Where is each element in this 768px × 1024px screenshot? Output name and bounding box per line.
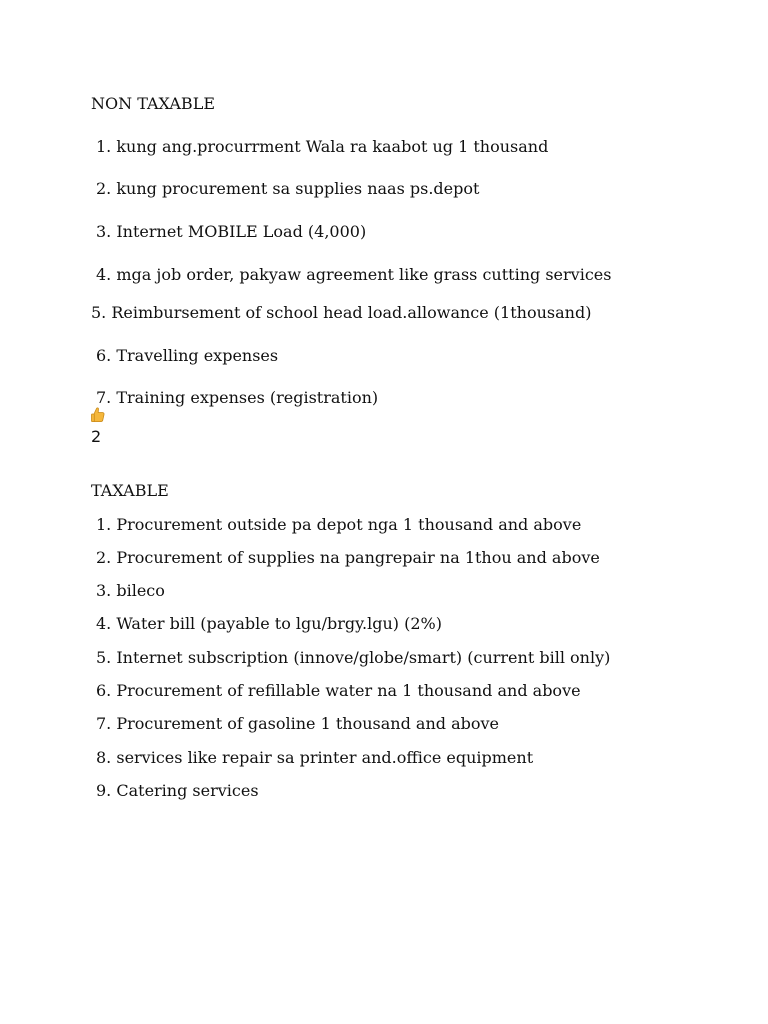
taxable-item-7: 7. Procurement of gasoline 1 thousand and above — [96, 714, 500, 733]
taxable-item-4: 4. Water bill (payable to lgu/brgy.lgu) (2%) — [96, 614, 442, 633]
taxable-item-6: 6. Procurement of refillable water na 1 thousand and above — [96, 681, 581, 700]
thumbs-up-icon — [90, 406, 106, 424]
non-taxable-item-4: 4. mga job order, pakyaw agreement like grass cutting services — [96, 265, 612, 284]
taxable-item-9: 9. Catering services — [96, 781, 259, 800]
non-taxable-item-3: 3. Internet MOBILE Load (4,000) — [96, 222, 367, 241]
non-taxable-item-2: 2. kung procurement sa supplies naas ps.depot — [96, 179, 480, 198]
taxable-heading: TAXABLE — [91, 481, 169, 500]
taxable-item-2: 2. Procurement of supplies na pangrepair na 1thou and above — [96, 548, 600, 567]
non-taxable-item-1: 1. kung ang.procurrment Wala ra kaabot ug 1 thousand — [96, 137, 549, 156]
taxable-item-8: 8. services like repair sa printer and.office equipment — [96, 748, 534, 767]
non-taxable-item-6: 6. Travelling expenses — [96, 346, 279, 365]
non-taxable-item-7: 7. Training expenses (registration) — [96, 388, 379, 407]
taxable-item-5: 5. Internet subscription (innove/globe/smart) (current bill only) — [96, 648, 611, 667]
marker-number: 2 — [91, 427, 102, 446]
taxable-item-3: 3. bileco — [96, 581, 165, 600]
non-taxable-item-5: 5. Reimbursement of school head load.allowance (1thousand) — [91, 303, 592, 322]
taxable-item-1: 1. Procurement outside pa depot nga 1 thousand and above — [96, 515, 582, 534]
non-taxable-heading: NON TAXABLE — [91, 94, 215, 113]
